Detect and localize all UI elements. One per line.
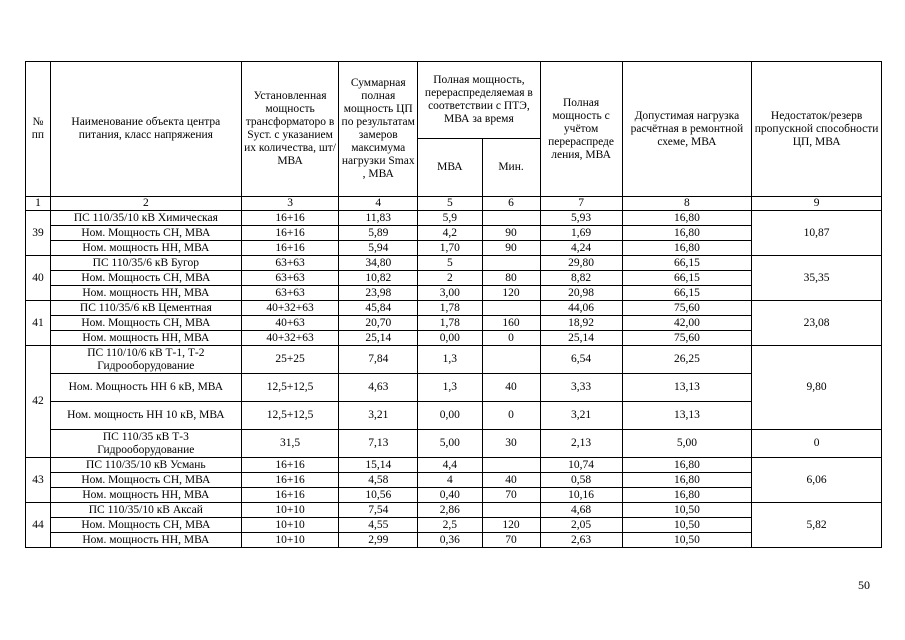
row-number: 44 (26, 503, 51, 548)
allowed-load: 13,13 (622, 402, 752, 430)
row-number: 40 (26, 256, 51, 301)
full-power: 44,06 (540, 301, 622, 316)
row-number: 42 (26, 346, 51, 458)
redistributed-min: 70 (482, 488, 540, 503)
object-name: Ном. Мощность СН, МВА (50, 316, 241, 331)
column-number: 5 (418, 197, 482, 211)
table-row (26, 211, 882, 226)
allowed-load: 26,25 (622, 346, 752, 374)
redistributed-mva: 5,9 (418, 211, 482, 226)
redistributed-min: 120 (482, 286, 540, 301)
redistributed-min: 80 (482, 271, 540, 286)
header-installed-power: Установленная мощность трансформаторо в Sуст. с указанием их количества, шт/ МВА (241, 62, 339, 197)
full-power: 10,16 (540, 488, 622, 503)
installed-power: 31,5 (241, 430, 339, 458)
column-number: 4 (339, 197, 418, 211)
allowed-load: 10,50 (622, 533, 752, 548)
table-body (26, 197, 882, 548)
installed-power: 16+16 (241, 211, 339, 226)
allowed-load: 10,50 (622, 503, 752, 518)
object-name: Ном. мощность НН, МВА (50, 488, 241, 503)
total-power: 10,56 (339, 488, 418, 503)
redistributed-min (482, 301, 540, 316)
installed-power: 16+16 (241, 226, 339, 241)
full-power: 2,13 (540, 430, 622, 458)
allowed-load: 16,80 (622, 241, 752, 256)
header-total-power: Суммарная полная мощность ЦП по результатам замеров максимума нагрузки Smax , МВА (339, 62, 418, 197)
full-power: 2,63 (540, 533, 622, 548)
allowed-load: 42,00 (622, 316, 752, 331)
row-number: 43 (26, 458, 51, 503)
full-power: 2,05 (540, 518, 622, 533)
total-power: 10,82 (339, 271, 418, 286)
redistributed-mva: 5,00 (418, 430, 482, 458)
page-number: 50 (858, 578, 870, 592)
column-number: 8 (622, 197, 752, 211)
header-allowed-load: Допустимая нагрузка расчётная в ремонтной схеме, МВА (622, 62, 752, 197)
header-min: Мин. (482, 139, 540, 197)
column-numbers-row (26, 197, 882, 211)
installed-power: 10+10 (241, 518, 339, 533)
allowed-load: 16,80 (622, 458, 752, 473)
redistributed-mva: 1,3 (418, 346, 482, 374)
redistributed-mva: 0,00 (418, 331, 482, 346)
redistributed-mva: 0,00 (418, 402, 482, 430)
total-power: 3,21 (339, 402, 418, 430)
installed-power: 63+63 (241, 286, 339, 301)
column-number: 1 (26, 197, 51, 211)
table-row (26, 346, 882, 374)
redistributed-mva: 3,00 (418, 286, 482, 301)
object-name: ПС 110/35/10 кВ Аксай (50, 503, 241, 518)
total-power: 25,14 (339, 331, 418, 346)
installed-power: 40+32+63 (241, 331, 339, 346)
installed-power: 63+63 (241, 271, 339, 286)
installed-power: 12,5+12,5 (241, 374, 339, 402)
redistributed-mva: 1,70 (418, 241, 482, 256)
total-power: 5,94 (339, 241, 418, 256)
full-power: 4,24 (540, 241, 622, 256)
object-name: Ном. Мощность СН, МВА (50, 473, 241, 488)
total-power: 5,89 (339, 226, 418, 241)
reserve-value: 9,80 (752, 346, 882, 430)
allowed-load: 66,15 (622, 271, 752, 286)
table-row (26, 256, 882, 271)
object-name: Ном. мощность НН 10 кВ, МВА (50, 402, 241, 430)
object-name: ПС 110/10/6 кВ Т-1, Т-2 Гидрооборудование (50, 346, 241, 374)
redistributed-min (482, 211, 540, 226)
redistributed-min (482, 503, 540, 518)
full-power: 10,74 (540, 458, 622, 473)
object-name: Ном. Мощность СН, МВА (50, 226, 241, 241)
total-power: 7,84 (339, 346, 418, 374)
object-name: Ном. Мощность СН, МВА (50, 518, 241, 533)
allowed-load: 16,80 (622, 211, 752, 226)
capacity-table (25, 61, 882, 548)
full-power: 1,69 (540, 226, 622, 241)
redistributed-min (482, 458, 540, 473)
table-row (26, 458, 882, 473)
installed-power: 16+16 (241, 458, 339, 473)
header-reserve: Недостаток/резерв пропускной способности ЦП, МВА (752, 62, 882, 197)
total-power: 20,70 (339, 316, 418, 331)
full-power: 20,98 (540, 286, 622, 301)
full-power: 3,33 (540, 374, 622, 402)
allowed-load: 16,80 (622, 488, 752, 503)
installed-power: 12,5+12,5 (241, 402, 339, 430)
total-power: 4,63 (339, 374, 418, 402)
object-name: ПС 110/35/10 кВ Усмань (50, 458, 241, 473)
installed-power: 16+16 (241, 473, 339, 488)
object-name: Ном. мощность НН, МВА (50, 241, 241, 256)
full-power: 8,82 (540, 271, 622, 286)
object-name: ПС 110/35/10 кВ Химическая (50, 211, 241, 226)
redistributed-mva: 4,2 (418, 226, 482, 241)
installed-power: 25+25 (241, 346, 339, 374)
redistributed-min (482, 346, 540, 374)
object-name: Ном. мощность НН, МВА (50, 331, 241, 346)
table-row (26, 503, 882, 518)
total-power: 45,84 (339, 301, 418, 316)
object-name: Ном. Мощность СН, МВА (50, 271, 241, 286)
redistributed-min: 120 (482, 518, 540, 533)
reserve-value: 10,87 (752, 211, 882, 256)
full-power: 3,21 (540, 402, 622, 430)
installed-power: 16+16 (241, 241, 339, 256)
allowed-load: 66,15 (622, 286, 752, 301)
column-number: 3 (241, 197, 339, 211)
object-name: Ном. мощность НН, МВА (50, 286, 241, 301)
redistributed-mva: 4 (418, 473, 482, 488)
full-power: 5,93 (540, 211, 622, 226)
column-number: 9 (752, 197, 882, 211)
redistributed-mva: 2,5 (418, 518, 482, 533)
total-power: 7,13 (339, 430, 418, 458)
allowed-load: 5,00 (622, 430, 752, 458)
reserve-value: 5,82 (752, 503, 882, 548)
object-name: ПС 110/35/6 кВ Бугор (50, 256, 241, 271)
total-power: 2,99 (339, 533, 418, 548)
allowed-load: 16,80 (622, 473, 752, 488)
installed-power: 40+32+63 (241, 301, 339, 316)
redistributed-min: 40 (482, 473, 540, 488)
total-power: 15,14 (339, 458, 418, 473)
redistributed-min: 30 (482, 430, 540, 458)
redistributed-mva: 0,36 (418, 533, 482, 548)
installed-power: 63+63 (241, 256, 339, 271)
allowed-load: 75,60 (622, 331, 752, 346)
reserve-value: 6,06 (752, 458, 882, 503)
total-power: 23,98 (339, 286, 418, 301)
row-number: 39 (26, 211, 51, 256)
reserve-value: 23,08 (752, 301, 882, 346)
table-row (26, 301, 882, 316)
header-mva: МВА (418, 139, 482, 197)
redistributed-mva: 5 (418, 256, 482, 271)
column-number: 7 (540, 197, 622, 211)
full-power: 18,92 (540, 316, 622, 331)
redistributed-min: 70 (482, 533, 540, 548)
object-name: Ном. Мощность НН 6 кВ, МВА (50, 374, 241, 402)
allowed-load: 75,60 (622, 301, 752, 316)
redistributed-mva: 2,86 (418, 503, 482, 518)
full-power: 4,68 (540, 503, 622, 518)
redistributed-min: 0 (482, 402, 540, 430)
redistributed-mva: 1,78 (418, 316, 482, 331)
redistributed-mva: 1,78 (418, 301, 482, 316)
installed-power: 10+10 (241, 533, 339, 548)
total-power: 4,55 (339, 518, 418, 533)
total-power: 11,83 (339, 211, 418, 226)
object-name: ПС 110/35 кВ Т-3 Гидрооборудование (50, 430, 241, 458)
redistributed-min: 160 (482, 316, 540, 331)
total-power: 7,54 (339, 503, 418, 518)
allowed-load: 66,15 (622, 256, 752, 271)
redistributed-min: 40 (482, 374, 540, 402)
full-power: 25,14 (540, 331, 622, 346)
redistributed-min (482, 256, 540, 271)
allowed-load: 10,50 (622, 518, 752, 533)
allowed-load: 16,80 (622, 226, 752, 241)
header-full-power: Полная мощность с учётом перераспреде ления, МВА (540, 62, 622, 197)
installed-power: 16+16 (241, 488, 339, 503)
redistributed-mva: 4,4 (418, 458, 482, 473)
total-power: 34,80 (339, 256, 418, 271)
column-number: 6 (482, 197, 540, 211)
reserve-value: 35,35 (752, 256, 882, 301)
reserve-value: 0 (752, 430, 882, 458)
installed-power: 10+10 (241, 503, 339, 518)
full-power: 29,80 (540, 256, 622, 271)
redistributed-min: 90 (482, 241, 540, 256)
header-number: № пп (26, 62, 51, 197)
redistributed-min: 0 (482, 331, 540, 346)
full-power: 6,54 (540, 346, 622, 374)
redistributed-mva: 0,40 (418, 488, 482, 503)
full-power: 0,58 (540, 473, 622, 488)
total-power: 4,58 (339, 473, 418, 488)
installed-power: 40+63 (241, 316, 339, 331)
redistributed-mva: 1,3 (418, 374, 482, 402)
allowed-load: 13,13 (622, 374, 752, 402)
row-number: 41 (26, 301, 51, 346)
header-redistributed-power: Полная мощность, перераспределяемая в соответствии с ПТЭ, МВА за время (418, 62, 540, 139)
redistributed-mva: 2 (418, 271, 482, 286)
redistributed-min: 90 (482, 226, 540, 241)
object-name: ПС 110/35/6 кВ Цементная (50, 301, 241, 316)
object-name: Ном. мощность НН, МВА (50, 533, 241, 548)
column-number: 2 (50, 197, 241, 211)
header-object-name: Наименование объекта центра питания, класс напряжения (50, 62, 241, 197)
table-row (26, 430, 882, 458)
